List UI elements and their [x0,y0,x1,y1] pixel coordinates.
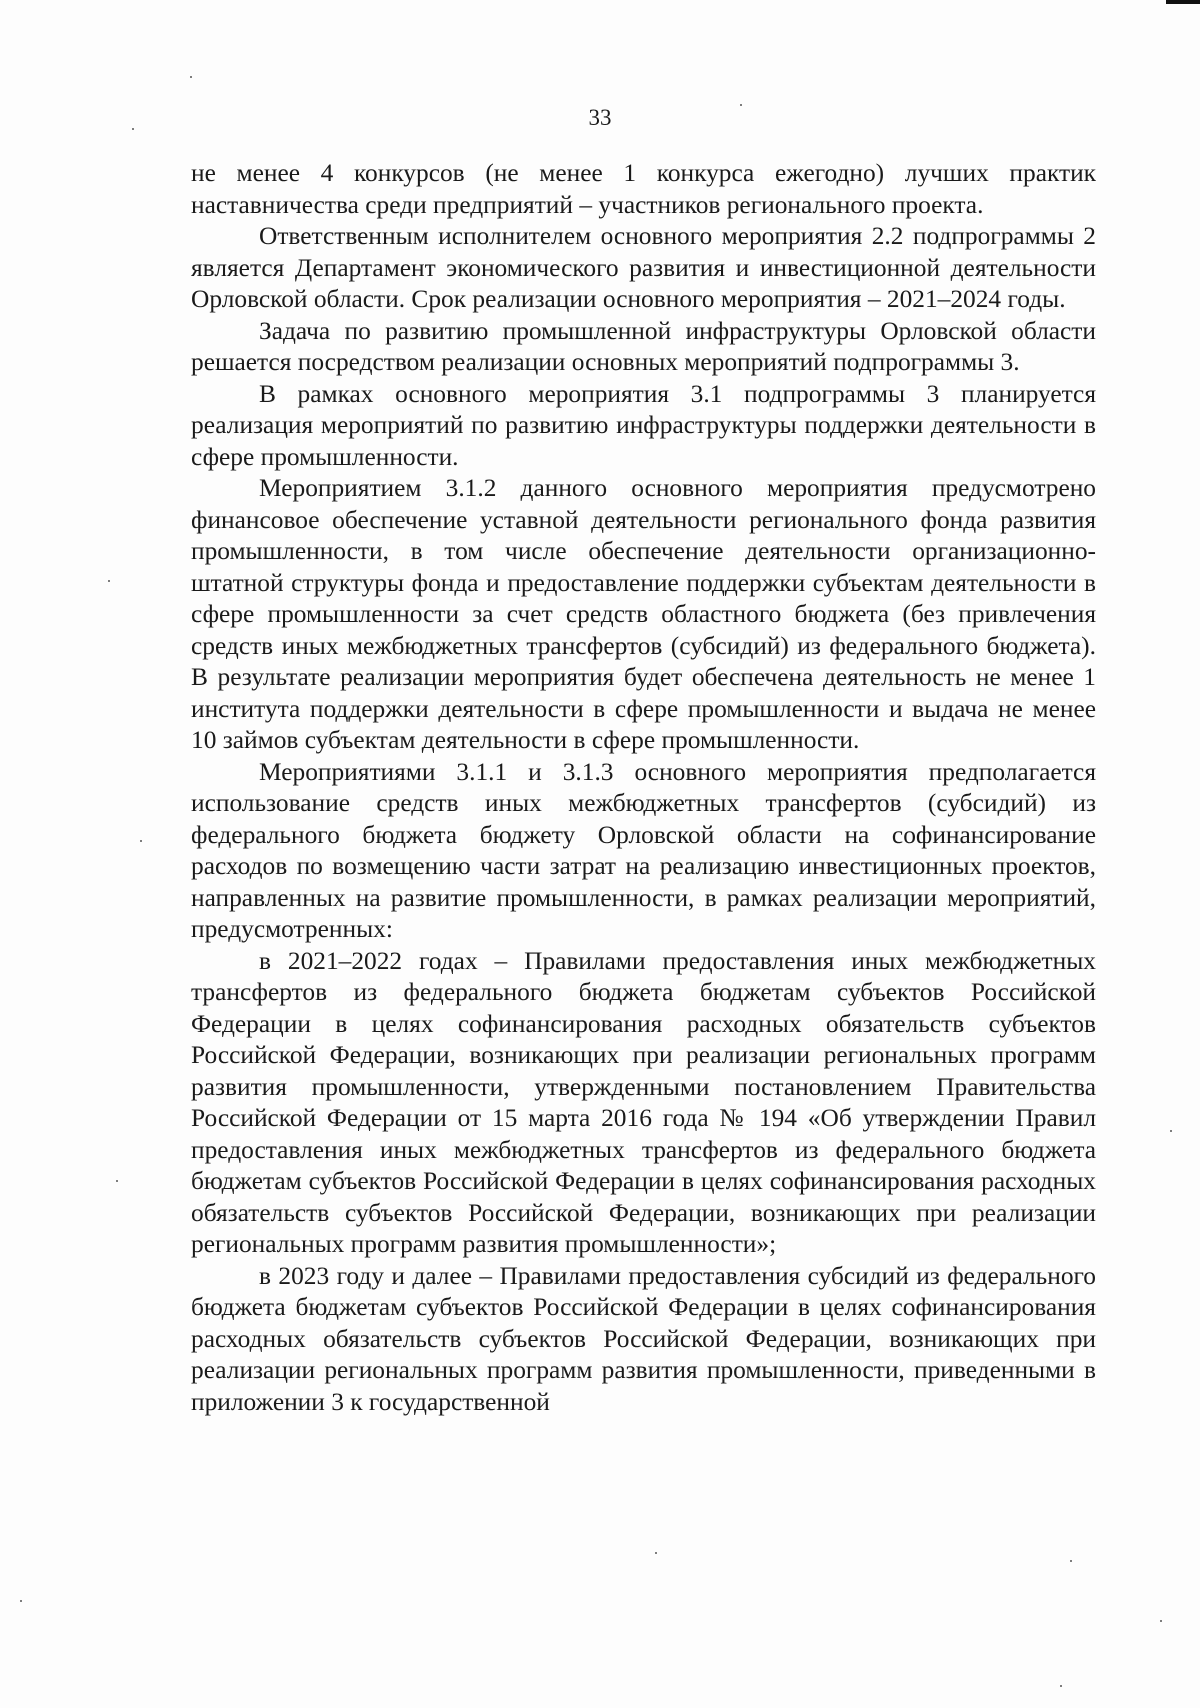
scan-speck [116,1180,118,1182]
scan-speck [20,1600,22,1602]
scan-speck [1060,1685,1062,1687]
paragraph: Мероприятием 3.1.2 данного основного мероприятия предусмотрено финансовое обеспечение уставной деятельности регионального фонда развития промышленности, в том числе обеспечение деятельности организационно-штатной структуры фонда и предоставление поддержки субъектам деятельности в сфере промышленности за счет средств областного бюджета (без привлечения средств иных межбюджетных трансфертов (субсидий) из федерального бюджета). В результате реализации мероприятия будет обеспечена деятельность не менее 1 института поддержки деятельности в сфере промышленности и выдача не менее 10 займов субъектам деятельности в сфере промышленности. [191,474,1096,754]
scan-speck [108,580,110,582]
paragraph: Ответственным исполнителем основного мероприятия 2.2 подпрограммы 2 является Департамент экономического развития и инвестиционной деятельности Орловской области. Срок реализации основного мероприятия – 2021–2024 годы. [191,222,1096,313]
scan-speck [1160,1620,1162,1622]
paragraph: Мероприятиями 3.1.1 и 3.1.3 основного мероприятия предполагается использование средств иных межбюджетных трансфертов (субсидий) из федерального бюджета бюджету Орловской области на софинансирование расходов по возмещению части затрат на реализацию инвестиционных проектов, направленных на развитие промышленности, в рамках реализации мероприятий, предусмотренных: [191,757,1096,943]
paragraph: в 2023 году и далее – Правилами предоставления субсидий из федерального бюджета бюджетам субъектов Российской Федерации в целях софинансирования расходных обязательств субъектов Российской Федерации, возникающих при реализации региональных программ развития промышленности, приведенными в приложении 3 к государственной [191,1261,1096,1416]
scan-speck [140,840,142,842]
paragraph: Задача по развитию промышленной инфраструктуры Орловской области решается посредством реализации основных мероприятий подпрограммы 3. [191,316,1096,376]
scan-speck [190,76,192,78]
scan-speck [1070,1560,1072,1562]
paragraph: не менее 4 конкурсов (не менее 1 конкурса ежегодно) лучших практик наставничества среди предприятий – участников регионального проекта. [191,159,1096,219]
document-body [191,158,1096,1418]
scan-speck [740,104,742,106]
scan-edge-mark [1166,0,1200,4]
scan-speck [1170,1130,1172,1132]
paragraph: В рамках основного мероприятия 3.1 подпрограммы 3 планируется реализация мероприятий по развитию инфраструктуры поддержки деятельности в сфере промышленности. [191,379,1096,471]
scan-speck [655,1552,657,1554]
paragraph: в 2021–2022 годах – Правилами предоставления иных межбюджетных трансфертов из федерального бюджета бюджетам субъектов Российской Федерации в целях софинансирования расходных обязательств субъектов Российской Федерации, возникающих при реализации региональных программ развития промышленности, утвержденными постановлением Правительства Российской Федерации от 15 марта 2016 года № 194 «Об утверждении Правил предоставления иных межбюджетных трансфертов из федерального бюджета бюджетам субъектов Российской Федерации в целях софинансирования расходных обязательств субъектов Российской Федерации, возникающих при реализации региональных программ развития промышленности»; [191,946,1096,1258]
page-number: 33 [588,105,612,130]
scan-speck [132,128,134,130]
